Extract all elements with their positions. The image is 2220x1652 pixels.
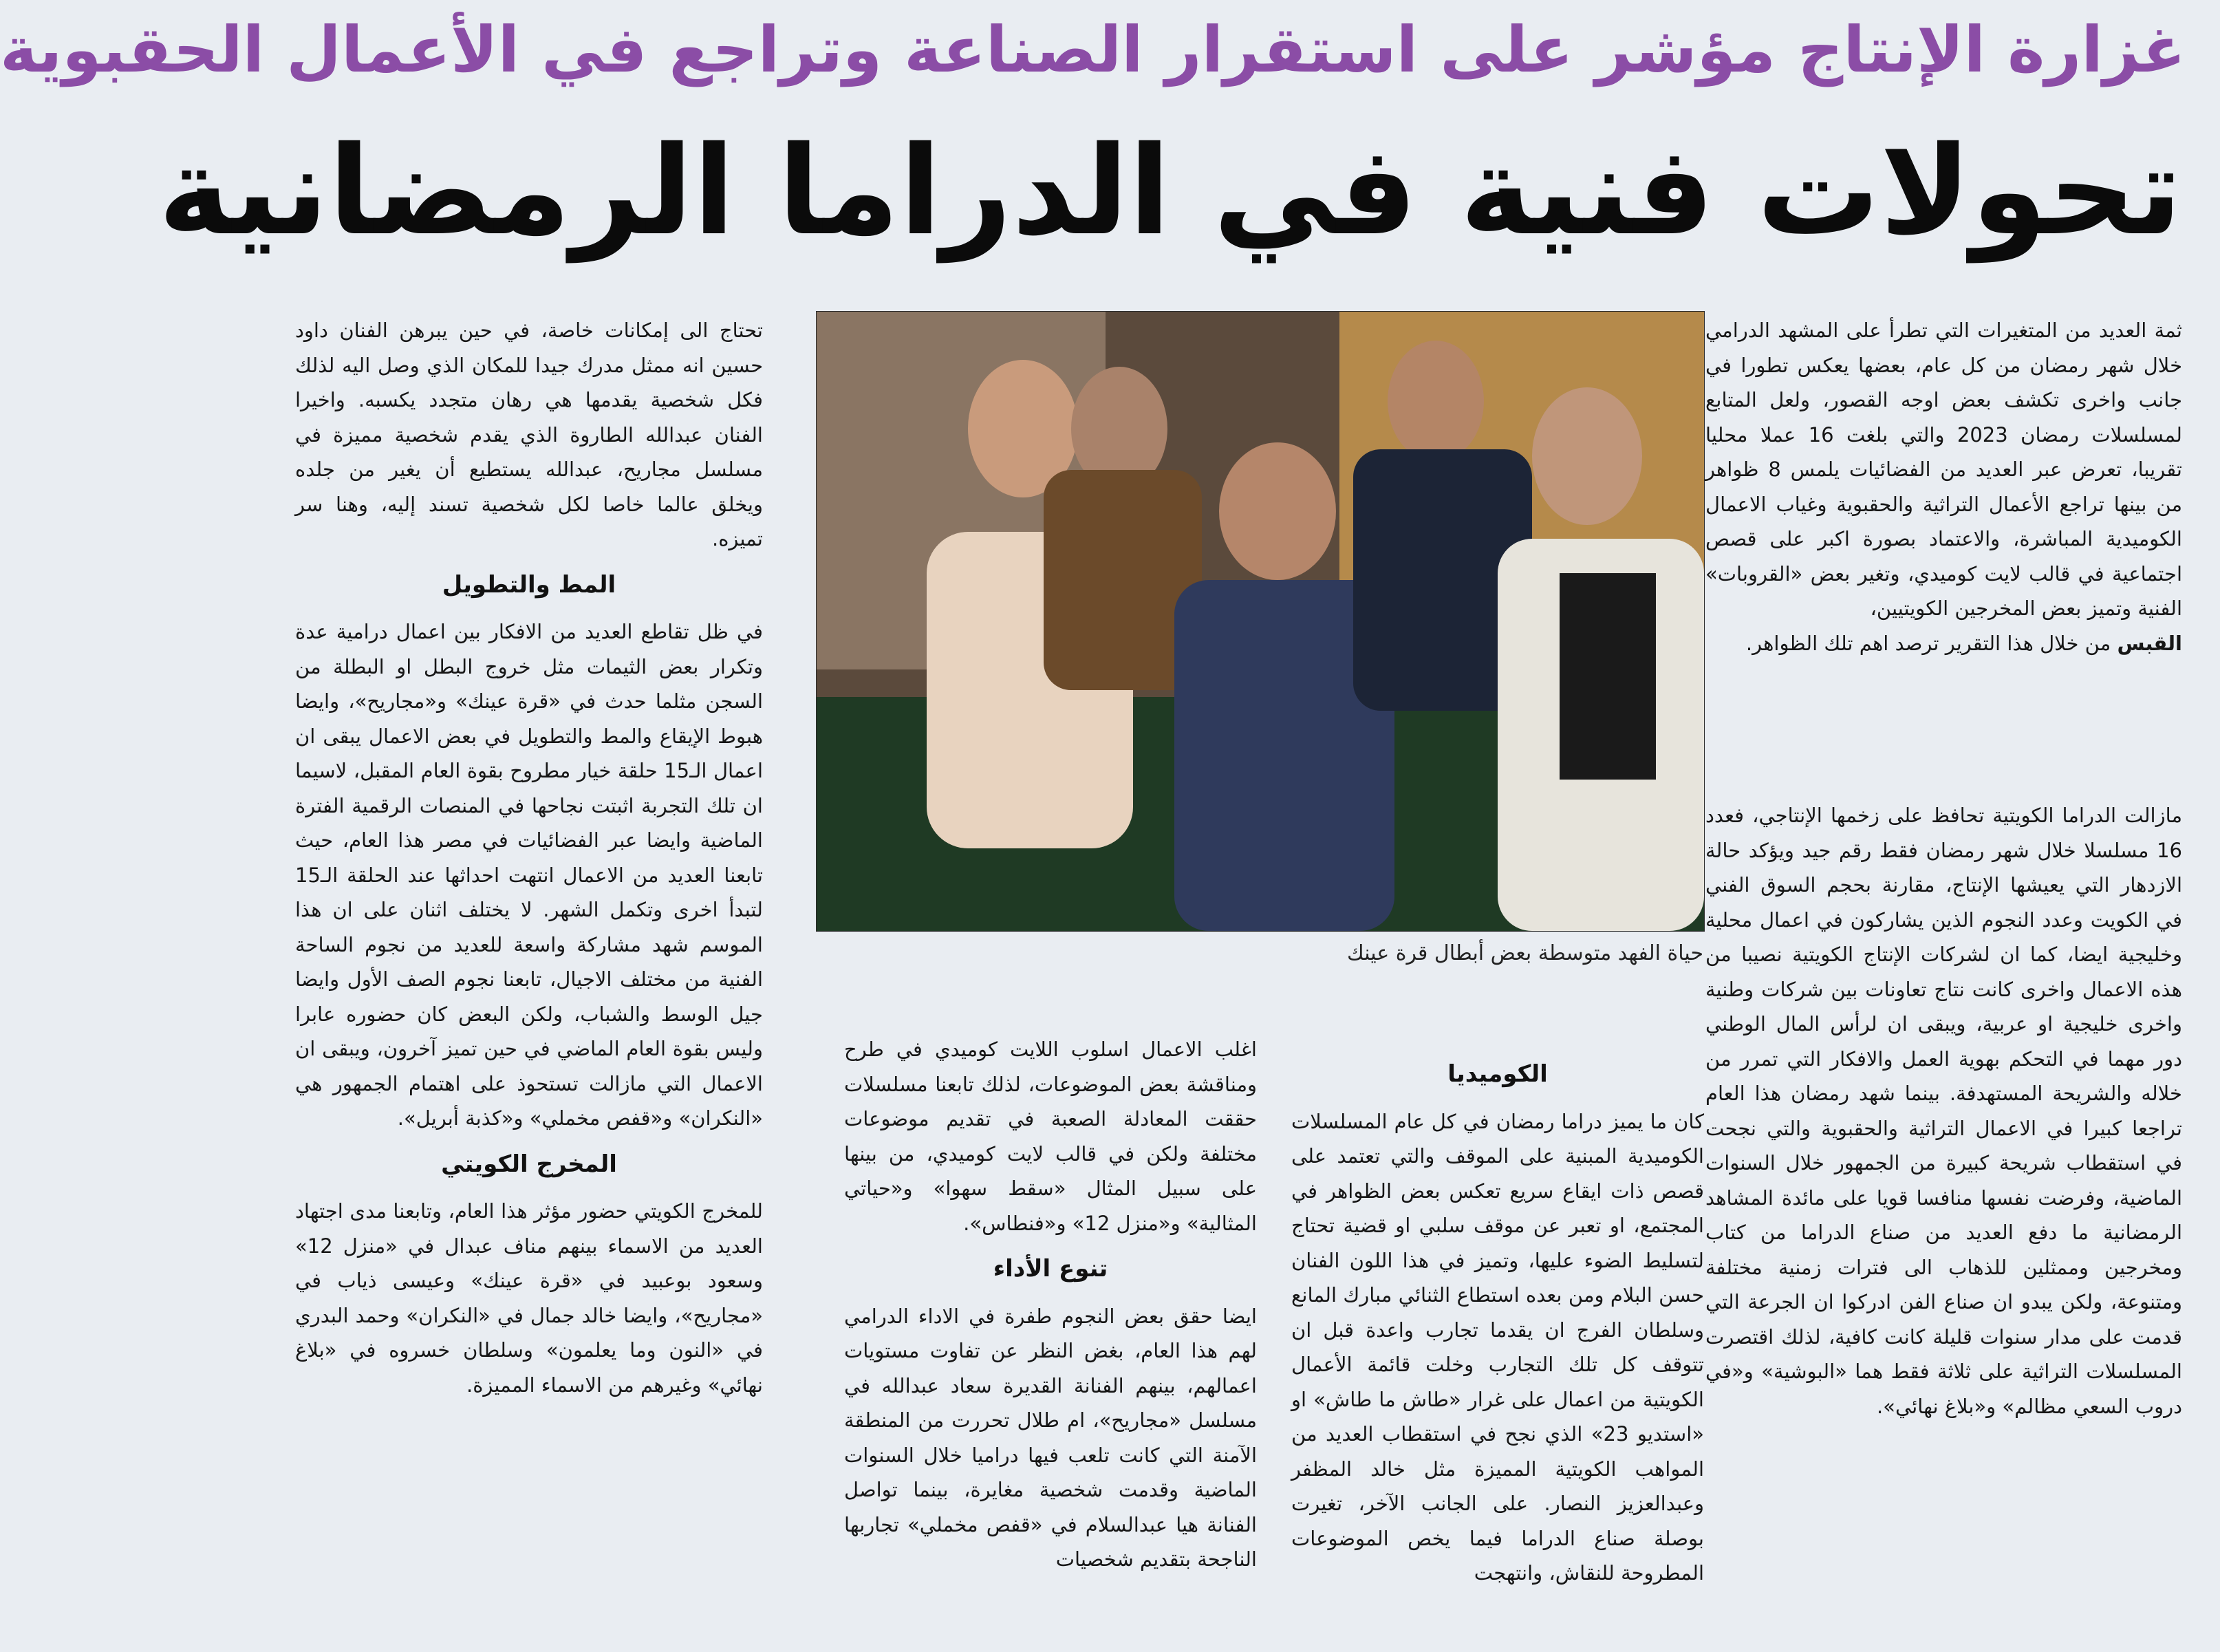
photo-caption: حياة الفهد متوسطة بعض أبطال قرة عينك (1346, 941, 1703, 965)
comedy-heading: الكوميديا (1447, 1060, 1548, 1088)
article-column-performance (844, 1032, 1257, 1624)
article-column-intro (1705, 313, 2182, 767)
production-paragraph: مازالت الدراما الكويتية تحافظ على زخمها الإنتاجي، فعدد 16 مسلسلا خلال شهر رمضان فقط رقم جيد ويؤكد حالة الازدهار التي يعيشها الإنتاج، مقارنة بحجم السوق الفني في الكويت وعدد النجوم الذين يشاركون في اعمال محلية وخليجية ايضا، كما ان لشركات الإنتاج الكويتية نصيبا من هذه الاعمال واخرى كانت نتاج تعاونات بين شركات وطنية واخرى خليجية او عربية، ويبقى ان لرأس المال الوطني دور مهما في التحكم بهوية العمل والافكار التي تمرر من خلاله والشريحة المستهدفة. بينما شهد رمضان هذا العام تراجعا كبيرا في الاعمال التراثية والحقبوية والتي نجحت في استقطاب شريحة كبيرة من الجمهور خلال السنوات الماضية، وفرضت نفسها منافسا قويا على مائدة المشاهد الرمضانية ما دفع العديد من صناع الدراما من كتاب ومخرجين وممثلين للذهاب الى فترات زمنية مختلفة ومتنوعة، ولكن يبدو ان صناع الفن ادركوا ان الجرعة التي قدمت على مدار سنوات قليلة كانت كافية، لذلك اقتصرت المسلسلات التراثية على ثلاثة فقط هما «البوشية» و«في دروب السعي مظالم» و«بلاغ نهائي». (1705, 804, 2182, 1418)
intro-text: ثمة العديد من المتغيرات التي تطرأ على المشهد الدرامي خلال شهر رمضان من كل عام، بعضها يعكس تطورا في جانب واخرى تكشف بعض اوجه القصور، ولعل المتابع لمسلسلات رمضان 2023 والتي بلغت 16 عملا محليا تقريبا، تعرض عبر العديد من الفضائيات يلمس 8 ظواهر من بينها تراجع الأعمال التراثية والحقبوية وغياب الاعمال الكوميدية المباشرة، والاعتماد بصورة اكبر على قصص اجتماعية في قالب لايت كوميدي، وتغير بعض «القروبات» الفنية وتميز بعض المخرجين الكويتيين، (1705, 319, 2182, 620)
article-photo (816, 311, 1705, 932)
intro-paragraph (1705, 313, 2182, 661)
intro-text-end: من خلال هذا التقرير ترصد اهم تلك الظواهر. (1745, 631, 2117, 655)
performance-paragraph: ايضا حقق بعض النجوم طفرة في الاداء الدرامي لهم هذا العام، بغض النظر عن تفاوت مستويات اعمالهم، بينهم الفنانة القديرة سعاد عبدالله في مسلسل «مجاريح»، ام طلال تحررت من المنطقة الآمنة التي كانت تلعب فيها دراميا خلال السنوات الماضية وقدمت شخصية مغايرة، بينما تواصل الفنانة هيا عبدالسلام في «قفص مخملي» تجاربها الناجحة بتقديم شخصيات (844, 1304, 1257, 1571)
article-column-directors (295, 313, 763, 1627)
stretching-heading: المط والتطويل (442, 570, 616, 599)
cast-photo-illustration (817, 312, 1704, 931)
comedy-paragraph: كان ما يميز دراما رمضان في كل عام المسلسلات الكوميدية المبنية على الموقف والتي تعتمد على قصص ذات ايقاع سريع تعكس بعض الظواهر في المجتمع، او تعبر عن موقف سلبي او قضية تحتاج لتسليط الضوء عليها، وتميز في هذا اللون الفنان حسن البلام ومن بعده استطاع الثنائي مبارك المانع وسلطان الفرج ان يقدما تجارب واعدة قبل ان تتوقف كل تلك التجارب وخلت قائمة الأعمال الكويتية من اعمال على غرار «طاش ما طاش» او «استديو 23» الذي نجح في استقطاب العديد من المواهب الكويتية المميزة مثل خالد المظفر وعبدالعزيز النصار. على الجانب الآخر، تغيرت بوصلة صناع الدراما فيما يخص الموضوعات المطروحة للنقاش، وانتهجت (1291, 1109, 1704, 1585)
director-paragraph: للمخرج الكويتي حضور مؤثر هذا العام، وتابعنا مدى اجتهاد العديد من الاسماء بينهم مناف عبدال في «منزل 12» وسعود بوعبيد في «قرة عينك» وعيسى ذياب في «مجاريح»، وايضا خالد جمال في «النكران» وحمد البدري في «النون وما يعلمون» وسلطان خسروه في «بلاغ نهائي» وغيرهم من الاسماء المميزة. (295, 1199, 763, 1397)
performance-heading: تنوع الأداء (993, 1255, 1108, 1283)
article-headline: تحولات فنية في الدراما الرمضانية (158, 120, 2182, 262)
director-heading: المخرج الكويتي (441, 1150, 617, 1178)
actors-paragraph: تحتاج الى إمكانات خاصة، في حين يبرهن الفنان داود حسين انه ممثل مدرك جيدا للمكان الذي وصل اليه لذلك فكل شخصية يقدمها هي رهان متجدد يكسبه. واخيرا الفنان عبدالله الطاروة الذي يقدم شخصية مميزة في مسلسل مجاريح، عبدالله يستطيع أن يغير من جلده ويخلق عالما خاصا لكل شخصية تسند إليه، وهنا سر تميزه. (295, 319, 763, 550)
stretching-paragraph: في ظل تقاطع العديد من الافكار بين اعمال درامية عدة وتكرار بعض الثيمات مثل خروج البطل او البطلة من السجن مثلما حدث في «قرة عينك» و«مجاريح»، وايضا هبوط الإيقاع والمط والتطويل في بعض الاعمال يبقى ان اعمال الـ15 حلقة خيار مطروح بقوة العام المقبل، لاسيما ان تلك التجربة اثبتت نجاحها في المنصات الرقمية الفترة الماضية وايضا عبر الفضائيات في مصر هذا العام، حيث تابعنا العديد من الاعمال انتهت احداثها عند الحلقة الـ15 لتبدأ اخرى وتكمل الشهر. لا يختلف اثنان على ان هذا الموسم شهد مشاركة واسعة للعديد من نجوم الساحة الفنية من مختلف الاجيال، تابعنا نجوم الصف الأول وايضا جيل الوسط والشباب، ولكن البعض كان حضوره عابرا وليس بقوة العام الماضي في حين تميز آخرون، ويبقى ان الاعمال التي مازالت تستحوذ على اهتمام الجمهور هي «النكران» و«قفص مخملي» و«كذبة أبريل». (295, 620, 764, 1130)
newspaper-brand: القبس (2117, 631, 2182, 655)
article-column-production (1705, 798, 2182, 1624)
article-kicker: غزارة الإنتاج مؤشر على استقرار الصناعة وتراجع في الأعمال الحقبوية (0, 13, 2186, 87)
light-comedy-paragraph: اغلب الاعمال اسلوب اللايت كوميدي في طرح ومناقشة بعض الموضوعات، لذلك تابعنا مسلسلات حققت المعادلة الصعبة في تقديم موضوعات مختلفة ولكن في قالب لايت كوميدي، من بينها على سبيل المثال «سقط سهوا» و«حياتي المثالية» و«منزل 12» و«فنطاس». (844, 1038, 1257, 1235)
article-column-comedy (1291, 1046, 1704, 1624)
